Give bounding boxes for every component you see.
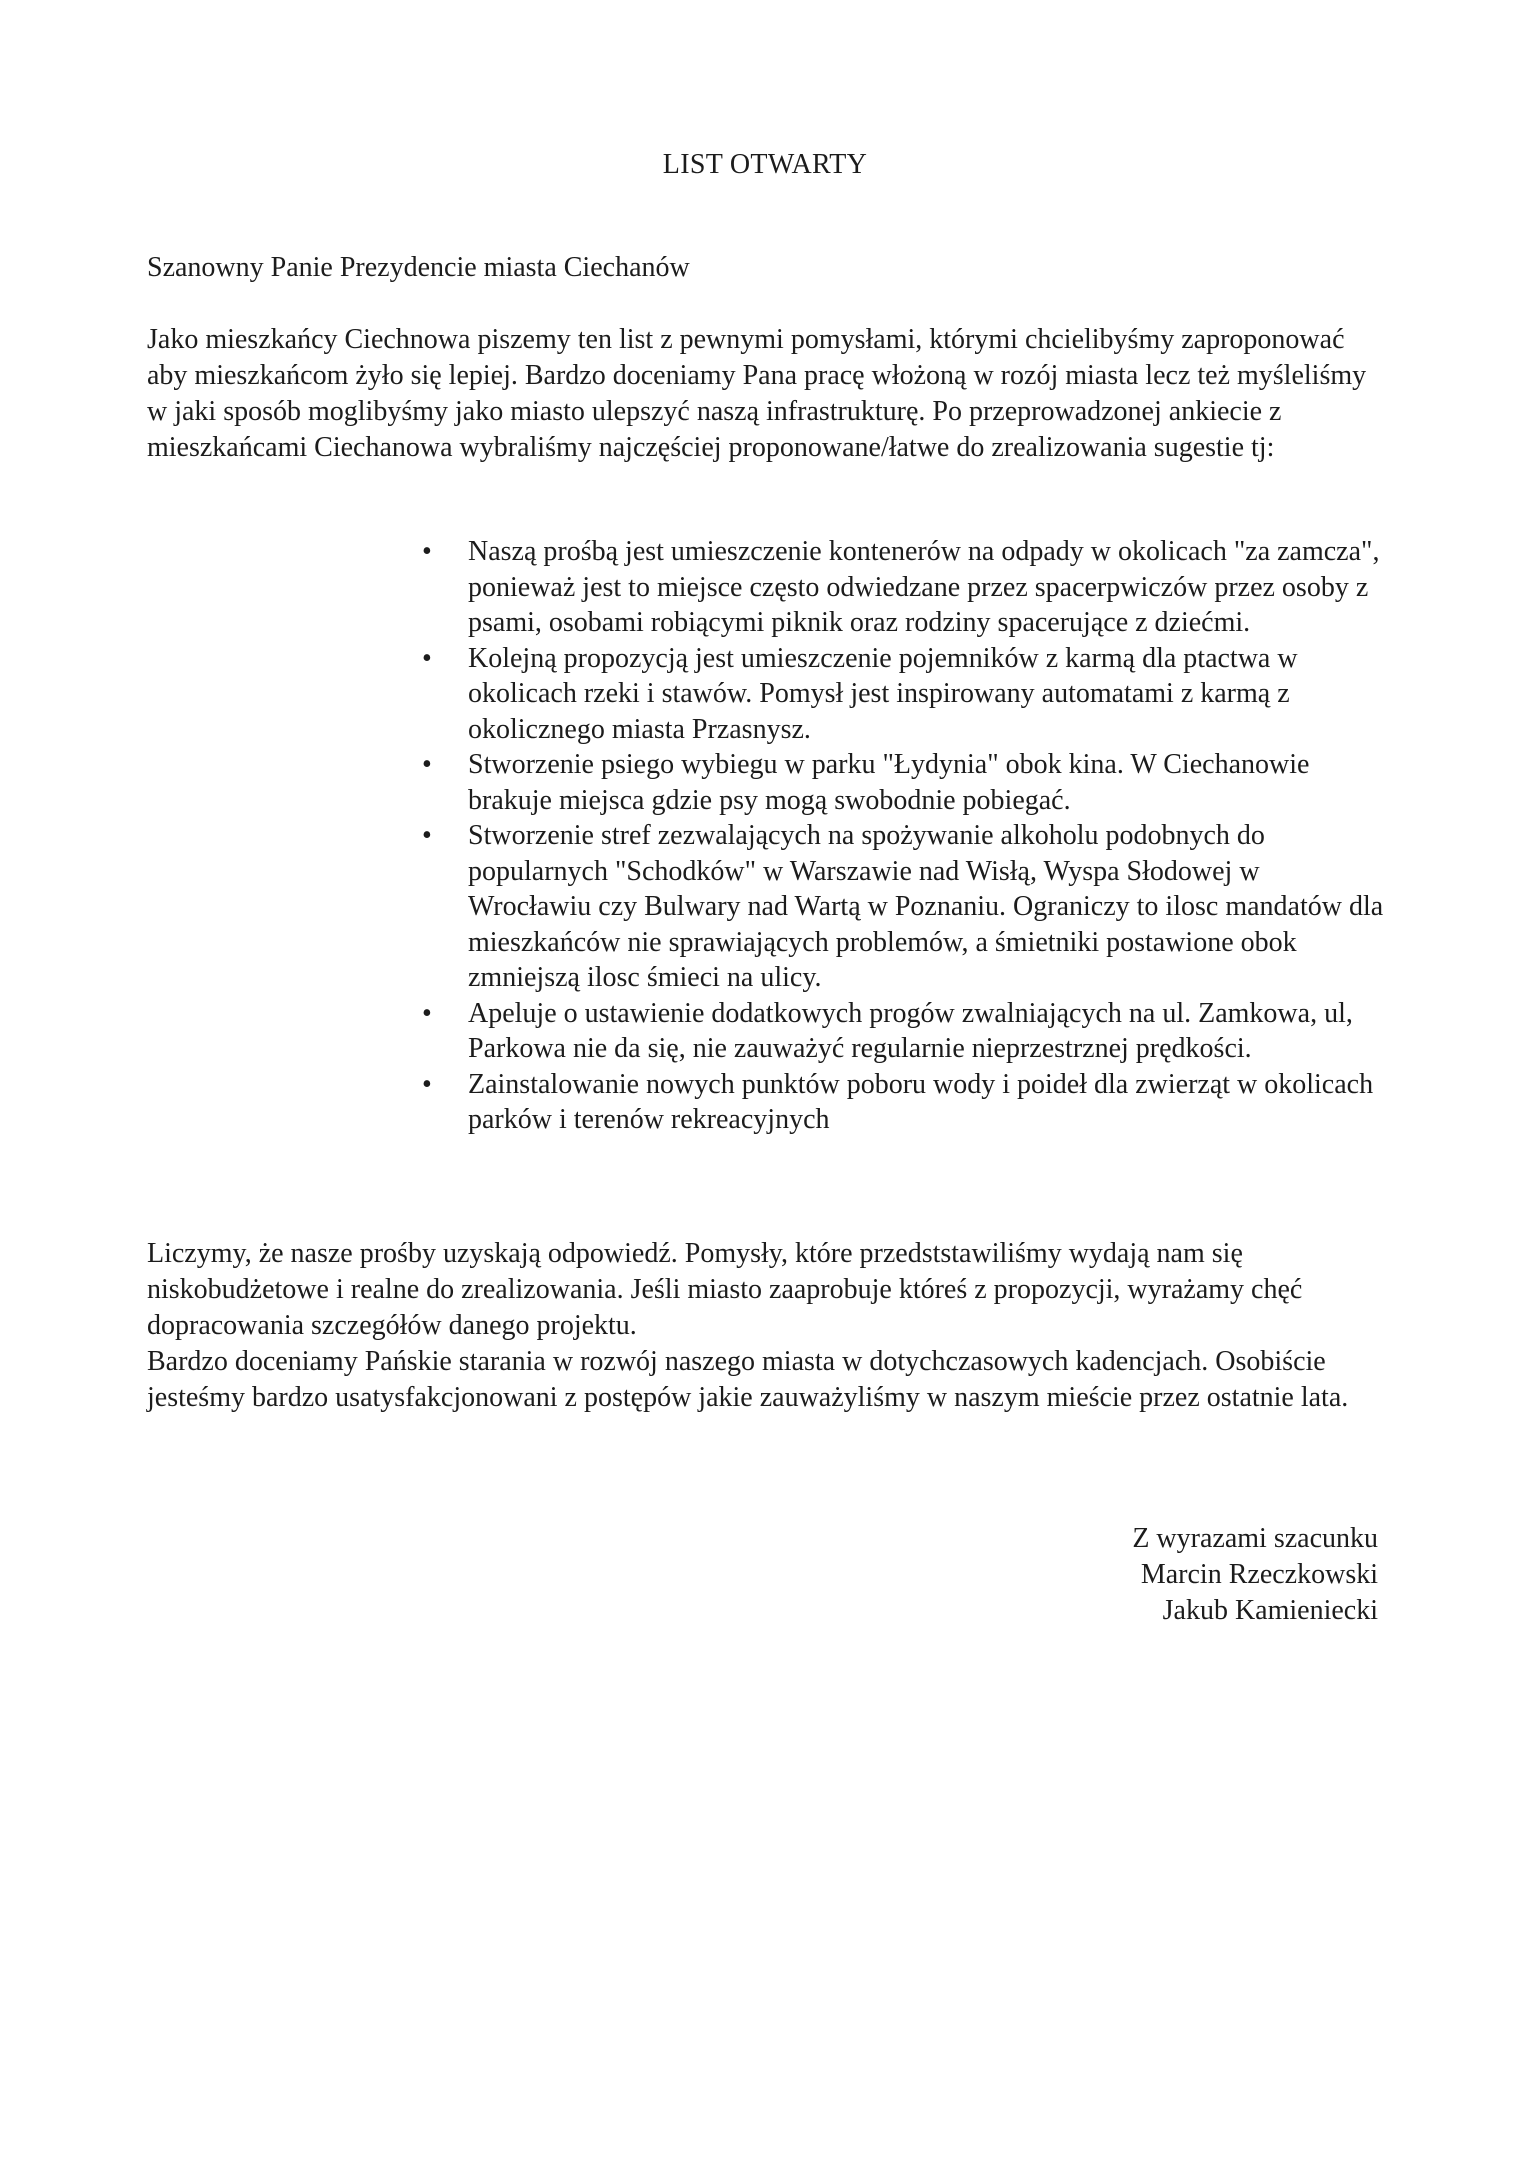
regards-line: Z wyrazami szacunku <box>1132 1523 1378 1554</box>
list-item <box>412 534 1387 641</box>
letter-title: LIST OTWARTY <box>662 149 868 180</box>
author-name: Marcin Rzeczkowski <box>1140 1559 1378 1590</box>
list-item <box>412 818 1387 996</box>
bullet-icon: • <box>422 997 432 1029</box>
proposal-text: Kolejną propozycją jest umieszczenie pojemników z karmą dla ptactwa w okolicach rzeki i stawów. Pomysł jest inspirowany automatami z karmą z okolicznego miasta Przasnysz. <box>468 642 1298 745</box>
appreciation-paragraph: Bardzo doceniamy Pańskie starania w rozwój naszego miasta w dotychczasowych kadencjach. Osobiście jesteśmy bardzo usatysfakcjonowani z postępów jakie zauważyliśmy w naszym mieście przez ostatnie lata. <box>147 1346 1349 1413</box>
proposal-text: Naszą prośbą jest umieszczenie kontenerów na odpady w okolicach "za zamcza", ponieważ jest to miejsce często odwiedzane przez spacerpwiczów przez osoby z psami, osobami robiącymi piknik oraz rodziny spacerujące z dziećmi. <box>468 536 1380 638</box>
bullet-icon: • <box>422 642 432 674</box>
proposal-text: Zainstalowanie nowych punktów poboru wody i poideł dla zwierząt w okolicach parków i terenów rekreacyjnych <box>468 1068 1374 1135</box>
bullet-icon: • <box>422 1068 432 1100</box>
closing-paragraph: Liczymy, że nasze prośby uzyskają odpowiedź. Pomysły, które przedststawiliśmy wydają nam się niskobudżetowe i realne do zrealizowania. Jeśli miasto zaaprobuje któreś z propozycji, wyrażamy chęć dopracowania szczegółów danego projektu. <box>147 1238 1303 1341</box>
salutation: Szanowny Panie Prezydencie miasta Ciechanów <box>147 252 690 283</box>
bullet-icon: • <box>422 749 432 780</box>
proposal-text: Stworzenie psiego wybiegu w parku "Łydynia" obok kina. W Ciechanowie brakuje miejsca gdzie psy mogą swobodnie pobiegać. <box>468 749 1310 816</box>
proposals-list <box>412 534 1387 1138</box>
list-item <box>412 996 1387 1067</box>
bullet-icon: • <box>422 820 432 851</box>
author-name: Jakub Kamieniecki <box>1162 1595 1378 1626</box>
intro-paragraph: Jako mieszkańcy Ciechnowa piszemy ten list z pewnymi pomysłami, którymi chcielibyśmy zaproponować aby mieszkańcom żyło się lepiej. Bardzo doceniamy Pana pracę włożoną w rozój miasta lecz też myśleliśmy w jaki sposób moglibyśmy jako miasto ulepszyć naszą infrastrukturę. Po przeprowadzonej ankiecie z mieszkańcami Ciechanowa wybraliśmy najczęściej proponowane/łatwe do zrealizowania sugestie tj: <box>147 324 1367 463</box>
signature-block <box>1132 1521 1378 1629</box>
bullet-icon: • <box>422 536 432 567</box>
proposal-text: Stworzenie stref zezwalających na spożywanie alkoholu podobnych do popularnych "Schodków" w Warszawie nad Wisłą, Wyspa Słodowej w Wrocławiu czy Bulwary nad Wartą w Poznaniu. Ograniczy to ilosc mandatów dla mieszkańców nie sprawiających problemów, a śmietniki postawione obok zmniejszą ilosc śmieci na ulicy. <box>468 820 1384 993</box>
proposal-text: Apeluje o ustawienie dodatkowych progów zwalniających na ul. Zamkowa, ul, Parkowa nie da się, nie zauważyć regularnie nieprzestrznej prędkości. <box>468 997 1353 1064</box>
list-item <box>412 641 1387 748</box>
list-item <box>412 747 1387 818</box>
list-item <box>412 1067 1387 1138</box>
